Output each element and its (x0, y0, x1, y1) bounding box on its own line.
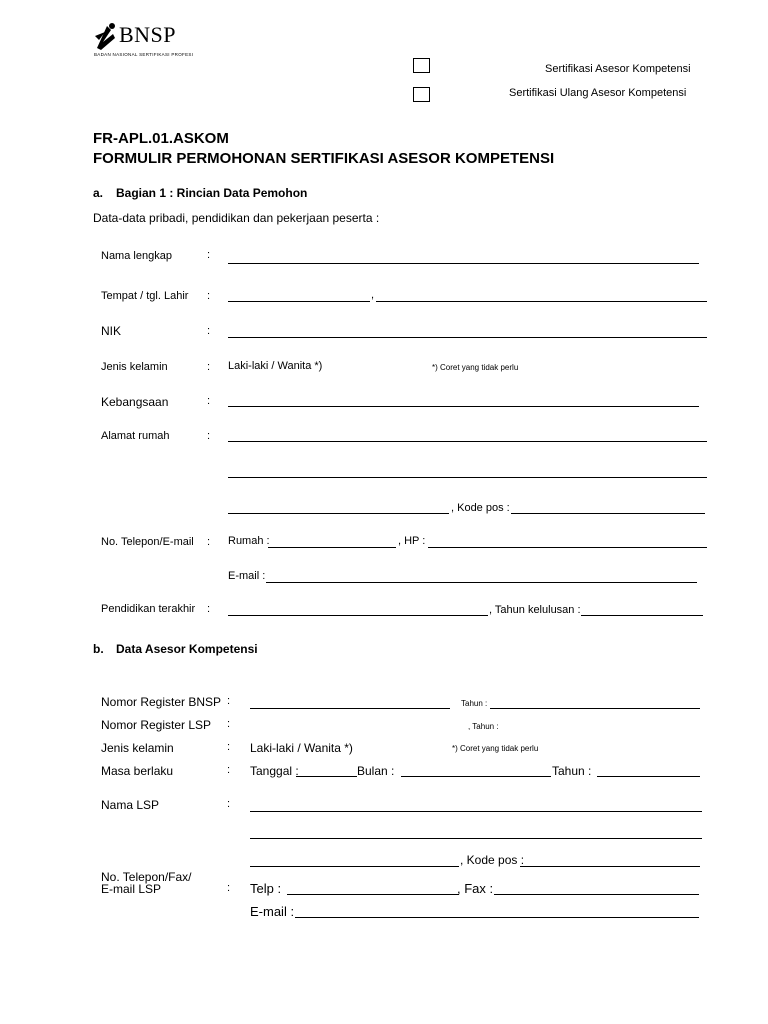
email-lsp-label: E-mail : (250, 904, 295, 919)
jenis-kelamin-note-b: *) Coret yang tidak perlu (452, 744, 539, 753)
field-email[interactable] (266, 582, 697, 583)
field-tempat-lahir[interactable] (228, 301, 370, 302)
field-tahun-masa[interactable] (597, 776, 700, 777)
field-pendidikan[interactable] (228, 615, 488, 616)
checkbox-ulang-asesor[interactable] (413, 87, 430, 102)
label-ttl: Tempat / tgl. Lahir (101, 290, 189, 302)
field-tgl-lahir[interactable] (376, 301, 707, 302)
section-b-prefix: b. (93, 642, 104, 656)
field-nama[interactable] (228, 263, 699, 264)
section-a-prefix: a. (93, 186, 104, 200)
label-pendidikan: Pendidikan terakhir (101, 603, 196, 615)
label-masa-berlaku: Masa berlaku (101, 764, 174, 778)
label-telepon-lsp-2: E-mail LSP (101, 882, 162, 896)
colon: : (207, 603, 211, 615)
field-alamat-3[interactable] (228, 513, 449, 514)
colon: : (227, 882, 231, 894)
field-tanggal[interactable] (296, 776, 357, 777)
colon: : (227, 741, 231, 753)
colon: : (207, 395, 211, 407)
field-fax-lsp[interactable] (494, 894, 699, 895)
section-b-heading: Data Asesor Kompetensi (116, 642, 258, 656)
label-telepon: No. Telepon/E-mail (101, 536, 194, 548)
field-kodepos-lsp[interactable] (520, 866, 700, 867)
label-kebangsaan: Kebangsaan (101, 395, 169, 409)
form-code: FR-APL.01.ASKOM (93, 130, 229, 147)
label-reg-lsp: Nomor Register LSP (101, 718, 212, 732)
colon: : (227, 798, 231, 810)
field-nama-lsp-1[interactable] (250, 811, 702, 812)
field-alamat-2[interactable] (228, 477, 707, 478)
jenis-kelamin-value[interactable]: Laki-laki / Wanita *) (228, 360, 323, 372)
colon: : (207, 325, 211, 337)
colon: : (227, 695, 231, 707)
label-nama: Nama lengkap (101, 250, 172, 262)
colon: : (207, 536, 211, 548)
label-nama-lsp: Nama LSP (101, 798, 160, 812)
email-label: E-mail : (228, 570, 266, 582)
hp-label: , HP : (398, 535, 426, 547)
kodepos-lsp-label: , Kode pos : (460, 853, 525, 867)
field-reg-bnsp[interactable] (250, 708, 450, 709)
bulan-label: Bulan : (357, 764, 395, 778)
field-hp[interactable] (428, 547, 707, 548)
label-jenis-kelamin: Jenis kelamin (101, 361, 168, 373)
option-label-ulang: Sertifikasi Ulang Asesor Kompetensi (509, 87, 687, 99)
label-alamat: Alamat rumah (101, 430, 170, 442)
kodepos-label: , Kode pos : (451, 502, 510, 514)
tahun-reg-bnsp-label: Tahun : (461, 699, 488, 708)
colon: : (227, 764, 231, 776)
bnsp-logo (93, 20, 203, 60)
label-reg-bnsp: Nomor Register BNSP (101, 695, 222, 709)
tahun-reg-lsp-label: , Tahun : (468, 722, 499, 731)
logo-subtitle: BADAN NASIONAL SERTIFIKASI PROFESI (94, 52, 194, 57)
colon: : (207, 290, 211, 302)
telp-label: Telp : (250, 881, 282, 896)
rumah-label: Rumah : (228, 535, 270, 547)
field-nama-lsp-2[interactable] (250, 838, 702, 839)
logo-name: BNSP (119, 22, 177, 47)
field-nik[interactable] (228, 337, 707, 338)
field-kebangsaan[interactable] (228, 406, 699, 407)
tanggal-label: Tanggal : (250, 764, 299, 778)
field-alamat-1[interactable] (228, 441, 707, 442)
field-bulan[interactable] (401, 776, 551, 777)
field-kodepos[interactable] (511, 513, 705, 514)
jenis-kelamin-note: *) Coret yang tidak perlu (432, 363, 519, 372)
field-telp-rumah[interactable] (268, 547, 396, 548)
bnsp-emblem-icon (93, 20, 119, 52)
jenis-kelamin-value-b[interactable]: Laki-laki / Wanita *) (250, 741, 353, 755)
option-label-asesor: Sertifikasi Asesor Kompetensi (545, 63, 691, 75)
field-email-lsp[interactable] (295, 917, 699, 918)
field-tahun-reg-bnsp[interactable] (490, 708, 700, 709)
label-telepon-lsp-1: No. Telepon/Fax/ (101, 870, 192, 884)
colon: : (207, 249, 211, 261)
colon: : (207, 361, 211, 373)
form-title: FORMULIR PERMOHONAN SERTIFIKASI ASESOR KOMPETENSI (93, 150, 555, 167)
section-a-intro: Data-data pribadi, pendidikan dan pekerjaan peserta : (93, 211, 380, 225)
ttl-separator: , (371, 289, 375, 301)
field-tahun-kelulusan[interactable] (581, 615, 703, 616)
checkbox-asesor[interactable] (413, 58, 430, 73)
label-jenis-kelamin-b: Jenis kelamin (101, 741, 174, 755)
tahun-masa-label: Tahun : (552, 764, 592, 778)
field-telp-lsp[interactable] (287, 894, 459, 895)
tahun-kelulusan-label: , Tahun kelulusan : (489, 604, 581, 616)
section-a-heading: Bagian 1 : Rincian Data Pemohon (116, 186, 308, 200)
fax-label: , Fax : (457, 881, 494, 896)
label-nik: NIK (101, 324, 122, 338)
colon: : (207, 430, 211, 442)
field-nama-lsp-3[interactable] (250, 866, 459, 867)
colon: : (227, 718, 231, 730)
